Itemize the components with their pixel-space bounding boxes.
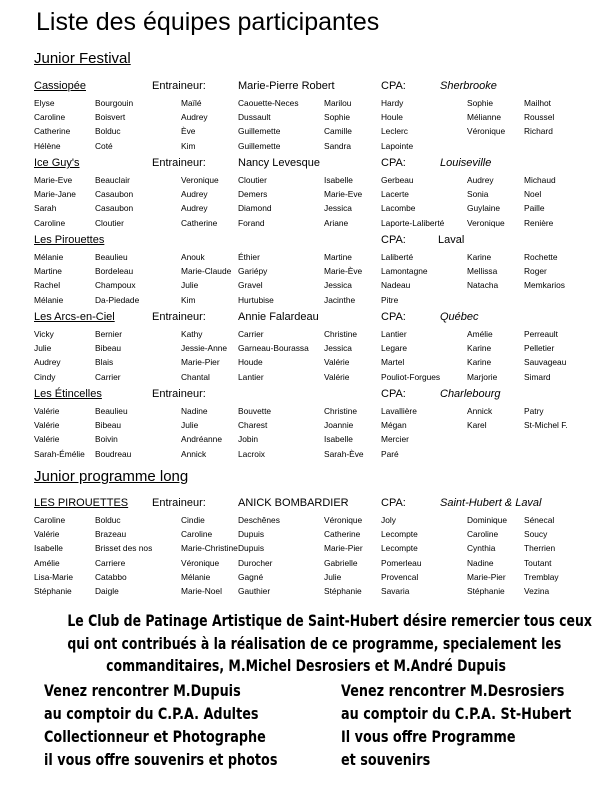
roster-cell: Christine — [324, 329, 358, 339]
roster-cell: Catherine — [181, 217, 218, 228]
roster-cell: Savaria — [381, 586, 410, 596]
cpa-label: CPA: — [381, 497, 406, 509]
roster-cell: Natacha — [467, 280, 499, 291]
cpa-label: CPA: — [381, 388, 406, 400]
roster-cell: Simard — [524, 371, 551, 382]
roster-cell: Bourgouin — [95, 98, 134, 108]
roster-cell: Amélie — [34, 557, 60, 568]
roster-cell: Vicky — [34, 329, 54, 339]
roster-cell: Bordeleau — [95, 266, 134, 277]
roster-cell: Hardy — [381, 98, 404, 108]
roster-cell: Isabelle — [324, 175, 353, 185]
team-name: Les Pirouettes — [34, 234, 105, 246]
roster-cell: Christine — [324, 406, 358, 416]
roster-cell: Guillemette — [238, 126, 281, 137]
roster-cell: Lapointe — [381, 140, 414, 151]
roster-cell: Bolduc — [95, 515, 121, 525]
roster-cell: Éthier — [238, 252, 260, 262]
thanks-line: qui ont contribués à la réalisation de ce programme, specialement les — [67, 633, 562, 653]
roster-cell: Provencal — [381, 571, 419, 582]
roster-cell: Toutant — [524, 557, 552, 568]
roster-cell: Martine — [34, 266, 62, 277]
roster-cell: Caroline — [34, 515, 66, 525]
roster-cell: Jessica — [324, 280, 352, 291]
roster-cell: Catherine — [34, 126, 71, 137]
roster-cell: Marjorie — [467, 371, 498, 382]
roster-cell: Lacombe — [381, 203, 416, 214]
roster-cell: Caroline — [181, 529, 213, 540]
coach-name: Annie Falardeau — [238, 311, 319, 323]
roster-cell: Veronique — [467, 217, 505, 228]
coach-name: ANICK BOMBARDIER — [238, 497, 349, 509]
roster-cell: Legare — [381, 343, 408, 354]
roster-cell: Durocher — [238, 557, 273, 568]
roster-cell: Véronique — [324, 515, 363, 525]
roster-cell: Boudreau — [95, 448, 132, 459]
thanks-line: Le Club de Patinage Artistique de Saint-Hubert désire remercier tous ceux — [67, 611, 592, 630]
roster-cell: Casaubon — [95, 203, 134, 214]
roster-cell: Vezina — [524, 586, 550, 596]
roster-cell: Gauthier — [238, 586, 271, 596]
team-name: Cassiopée — [34, 80, 86, 92]
roster-cell: Marie-Pier — [467, 571, 506, 582]
roster-cell: Coté — [95, 140, 113, 151]
roster-cell: Gagné — [238, 571, 264, 582]
roster-cell: Marilou — [324, 98, 352, 108]
roster-cell: Dupuis — [238, 543, 265, 554]
roster-cell: Sénecal — [524, 515, 555, 525]
roster-cell: Da-Piedade — [95, 294, 140, 305]
roster-cell: Nadeau — [381, 280, 411, 291]
roster-cell: Lantier — [238, 371, 264, 382]
roster-cell: Mégan — [381, 420, 407, 431]
roster-cell: Marie-Eve — [324, 189, 363, 200]
roster-cell: Forand — [238, 217, 265, 228]
roster-cell: Sarah — [34, 203, 57, 214]
roster-cell: Anouk — [181, 252, 205, 262]
roster-cell: Lecompte — [381, 543, 418, 554]
roster-cell: Audrey — [467, 175, 494, 185]
roster-cell: Julie — [181, 420, 199, 431]
roster-cell: Paré — [381, 448, 399, 459]
roster-cell: Valérie — [324, 371, 350, 382]
roster-cell: Mercier — [381, 434, 409, 445]
cpa-label: CPA: — [381, 80, 406, 92]
roster-cell: Lavallière — [381, 406, 417, 416]
roster-cell: Gerbeau — [381, 175, 414, 185]
roster-cell: Beauclair — [95, 175, 130, 185]
team-name: Ice Guy's — [34, 157, 80, 169]
roster-cell: Stéphanie — [34, 586, 72, 596]
coach-label: Entraineur: — [152, 311, 206, 323]
roster-cell: Ève — [181, 126, 196, 137]
roster-cell: Marie-Pier — [181, 357, 220, 368]
thanks-line: commanditaires, M.Michel Desrosiers et M.André Dupuis — [106, 656, 506, 675]
roster-cell: Houde — [238, 357, 263, 368]
roster-cell: Julie — [34, 343, 52, 354]
roster-cell: Tremblay — [524, 571, 559, 582]
roster-cell: Annick — [467, 406, 493, 416]
roster-cell: Mélanie — [34, 294, 64, 305]
promo-right-line: Venez rencontrer M.Desrosiers — [341, 681, 565, 700]
coach-name: Marie-Pierre Robert — [238, 80, 335, 92]
roster-cell: Nadine — [467, 557, 494, 568]
roster-cell: Audrey — [181, 189, 208, 200]
roster-cell: Houle — [381, 112, 403, 123]
promo-right-line: au comptoir du C.P.A. St-Hubert — [341, 704, 572, 723]
roster-cell: Sonia — [467, 189, 489, 200]
roster-cell: Marie-Jane — [34, 189, 76, 200]
roster-cell: Brisset des nos — [95, 543, 153, 554]
roster-cell: Karel — [467, 420, 487, 431]
roster-cell: Pouliot-Forgues — [381, 371, 441, 382]
roster-cell: Cindie — [181, 515, 205, 525]
roster-cell: Soucy — [524, 529, 548, 540]
roster-cell: Mélanie — [34, 252, 64, 262]
roster-cell: Kim — [181, 140, 196, 151]
roster-cell: Sauvageau — [524, 357, 567, 368]
roster-cell: Demers — [238, 189, 268, 200]
roster-cell: Ariane — [324, 217, 349, 228]
roster-cell: Kathy — [181, 329, 203, 339]
roster-cell: Véronique — [181, 557, 220, 568]
roster-cell: Maïlé — [181, 98, 202, 108]
roster-cell: Valérie — [324, 357, 350, 368]
roster-cell: Martel — [381, 357, 405, 368]
roster-cell: Boisvert — [95, 112, 126, 123]
cpa-city: Sherbrooke — [440, 80, 497, 92]
roster-cell: Diamond — [238, 203, 272, 214]
roster-cell: Roger — [524, 266, 547, 277]
roster-cell: Amélie — [467, 329, 493, 339]
roster-cell: Bibeau — [95, 343, 122, 354]
roster-cell: Hurtubise — [238, 294, 274, 305]
roster-cell: Isabelle — [324, 434, 353, 445]
team-name: Les Étincelles — [34, 388, 102, 400]
roster-cell: Richard — [524, 126, 553, 137]
roster-cell: Laporte-Laliberté — [381, 217, 445, 228]
roster-cell: Sandra — [324, 140, 352, 151]
roster-cell: Carriere — [95, 557, 126, 568]
roster-cell: Catherine — [324, 529, 361, 540]
roster-cell: Véronique — [467, 126, 506, 137]
roster-cell: Daigle — [95, 586, 119, 596]
roster-cell: Deschênes — [238, 515, 280, 525]
roster-cell: Rachel — [34, 280, 61, 291]
roster-cell: Cloutier — [95, 217, 124, 228]
roster-cell: Dupuis — [238, 529, 265, 540]
roster-cell: Valérie — [34, 420, 60, 431]
cpa-label: CPA: — [381, 311, 406, 323]
roster-cell: Marie-Claude — [181, 266, 232, 277]
roster-cell: Guillemette — [238, 140, 281, 151]
roster-cell: Memkarios — [524, 280, 565, 291]
roster-cell: Lamontagne — [381, 266, 428, 277]
cpa-city: Charlebourg — [440, 388, 501, 400]
roster-cell: Annick — [181, 448, 207, 459]
promo-left-line: au comptoir du C.P.A. Adultes — [44, 704, 259, 723]
cpa-label: CPA: — [381, 157, 406, 169]
roster-cell: Jacinthe — [324, 294, 356, 305]
roster-cell: Carrier — [238, 329, 264, 339]
roster-cell: Dussault — [238, 112, 271, 123]
cpa-city: Saint-Hubert & Laval — [440, 497, 542, 509]
coach-label: Entraineur: — [152, 80, 206, 92]
roster-cell: Caouette-Neces — [238, 98, 299, 108]
roster-cell: Lacerte — [381, 189, 409, 200]
roster-cell: Blais — [95, 357, 114, 368]
team-name: Les Arcs-en-Ciel — [34, 311, 115, 323]
roster-cell: Pomerleau — [381, 557, 422, 568]
roster-cell: Renière — [524, 217, 554, 228]
roster-cell: Marie-Ève — [324, 266, 363, 277]
roster-cell: Carrier — [95, 371, 121, 382]
roster-cell: Caroline — [34, 112, 66, 123]
roster-cell: Lantier — [381, 329, 407, 339]
roster-cell: Casaubon — [95, 189, 134, 200]
roster-cell: Mellissa — [467, 266, 498, 277]
roster-cell: Pelletier — [524, 343, 555, 354]
section-title: Junior programme long — [34, 468, 189, 485]
roster-cell: Pitre — [381, 294, 399, 305]
roster-cell: Stéphanie — [467, 586, 505, 596]
roster-cell: Julie — [324, 571, 342, 582]
roster-cell: Sophie — [467, 98, 494, 108]
roster-cell: Sarah-Ève — [324, 448, 364, 459]
roster-cell: Dominique — [467, 515, 508, 525]
roster-cell: Cloutier — [238, 175, 267, 185]
roster-cell: Martine — [324, 252, 352, 262]
roster-cell: Gravel — [238, 280, 263, 291]
promo-left-line: il vous offre souvenirs et photos — [44, 750, 278, 769]
roster-cell: Catabbo — [95, 571, 127, 582]
roster-cell: Noel — [524, 189, 542, 200]
roster-cell: Valérie — [34, 529, 60, 540]
roster-cell: Karine — [467, 252, 492, 262]
roster-cell: Audrey — [181, 112, 208, 123]
roster-cell: Gabrielle — [324, 557, 358, 568]
coach-name: Nancy Levesque — [238, 157, 320, 169]
roster-cell: Veronique — [181, 175, 219, 185]
roster-cell: Marie-Christine — [181, 543, 238, 554]
coach-label: Entraineur: — [152, 157, 206, 169]
roster-cell: Bibeau — [95, 420, 122, 431]
promo-right-line: et souvenirs — [341, 750, 431, 769]
cpa-city: Laval — [438, 234, 465, 246]
promo-right-line: Il vous offre Programme — [341, 727, 516, 746]
team-name: LES PIROUETTES — [34, 497, 129, 509]
roster-cell: Bernier — [95, 329, 122, 339]
roster-cell: Caroline — [467, 529, 499, 540]
roster-cell: Beaulieu — [95, 252, 128, 262]
roster-cell: Lisa-Marie — [34, 571, 74, 582]
roster-cell: Caroline — [34, 217, 66, 228]
roster-cell: Valérie — [34, 434, 60, 445]
roster-cell: Julie — [181, 280, 199, 291]
roster-cell: Paille — [524, 203, 545, 214]
roster-cell: Marie-Eve — [34, 175, 73, 185]
roster-cell: Nadine — [181, 406, 208, 416]
cpa-city: Louiseville — [440, 157, 492, 169]
roster-cell: Karine — [467, 343, 492, 354]
roster-cell: Champoux — [95, 280, 136, 291]
roster-cell: Chantal — [181, 371, 210, 382]
roster-cell: Guylaine — [467, 203, 501, 214]
roster-cell: Therrien — [524, 543, 556, 554]
roster-cell: Karine — [467, 357, 492, 368]
roster-cell: Roussel — [524, 112, 555, 123]
coach-label: Entraineur: — [152, 497, 206, 509]
roster-cell: Stéphanie — [324, 586, 362, 596]
roster-cell: Valérie — [34, 406, 60, 416]
roster-cell: Brazeau — [95, 529, 127, 540]
roster-cell: Marie-Noel — [181, 586, 222, 596]
roster-cell: Jessica — [324, 343, 352, 354]
roster-cell: Jessie-Anne — [181, 343, 228, 354]
roster-cell: Hélène — [34, 140, 61, 151]
promo-left-line: Venez rencontrer M.Dupuis — [44, 681, 241, 700]
roster-cell: Patry — [524, 406, 544, 416]
roster-cell: Cynthia — [467, 543, 496, 554]
roster-cell: Camille — [324, 126, 352, 137]
roster-cell: Bolduc — [95, 126, 121, 137]
roster-cell: Isabelle — [34, 543, 63, 554]
roster-cell: Sarah-Émélie — [34, 448, 85, 459]
roster-cell: Mélianne — [467, 112, 501, 123]
roster-cell: Perreault — [524, 329, 558, 339]
roster-cell: Michaud — [524, 175, 556, 185]
roster-cell: Elyse — [34, 98, 55, 108]
coach-label: Entraineur: — [152, 388, 206, 400]
roster-cell: Rochette — [524, 252, 558, 262]
roster-cell: Marie-Pier — [324, 543, 363, 554]
roster-cell: Garneau-Bourassa — [238, 343, 309, 354]
roster-cell: Mailhot — [524, 98, 551, 108]
roster-cell: St-Michel F. — [524, 420, 568, 431]
roster-cell: Andréanne — [181, 434, 222, 445]
roster-cell: Leclerc — [381, 126, 408, 137]
roster-cell: Lacroix — [238, 448, 265, 459]
roster-cell: Charest — [238, 420, 268, 431]
roster-cell: Cindy — [34, 371, 56, 382]
roster-cell: Boivin — [95, 434, 118, 445]
roster-cell: Audrey — [34, 357, 61, 368]
roster-cell: Gariépy — [238, 266, 268, 277]
cpa-label: CPA: — [381, 234, 406, 246]
roster-cell: Jobin — [238, 434, 259, 445]
promo-left-line: Collectionneur et Photographe — [44, 727, 266, 746]
page-title: Liste des équipes participantes — [36, 8, 380, 36]
section-title: Junior Festival — [34, 50, 131, 67]
roster-cell: Joly — [381, 515, 396, 525]
roster-cell: Mélanie — [181, 571, 211, 582]
roster-cell: Laliberté — [381, 252, 414, 262]
roster-cell: Sophie — [324, 112, 351, 123]
roster-cell: Jessica — [324, 203, 352, 214]
roster-cell: Bouvette — [238, 406, 272, 416]
roster-cell: Beaulieu — [95, 406, 128, 416]
roster-cell: Lecompte — [381, 529, 418, 540]
roster-cell: Joannie — [324, 420, 354, 431]
roster-cell: Audrey — [181, 203, 208, 214]
cpa-city: Québec — [440, 311, 479, 323]
roster-cell: Kim — [181, 294, 196, 305]
